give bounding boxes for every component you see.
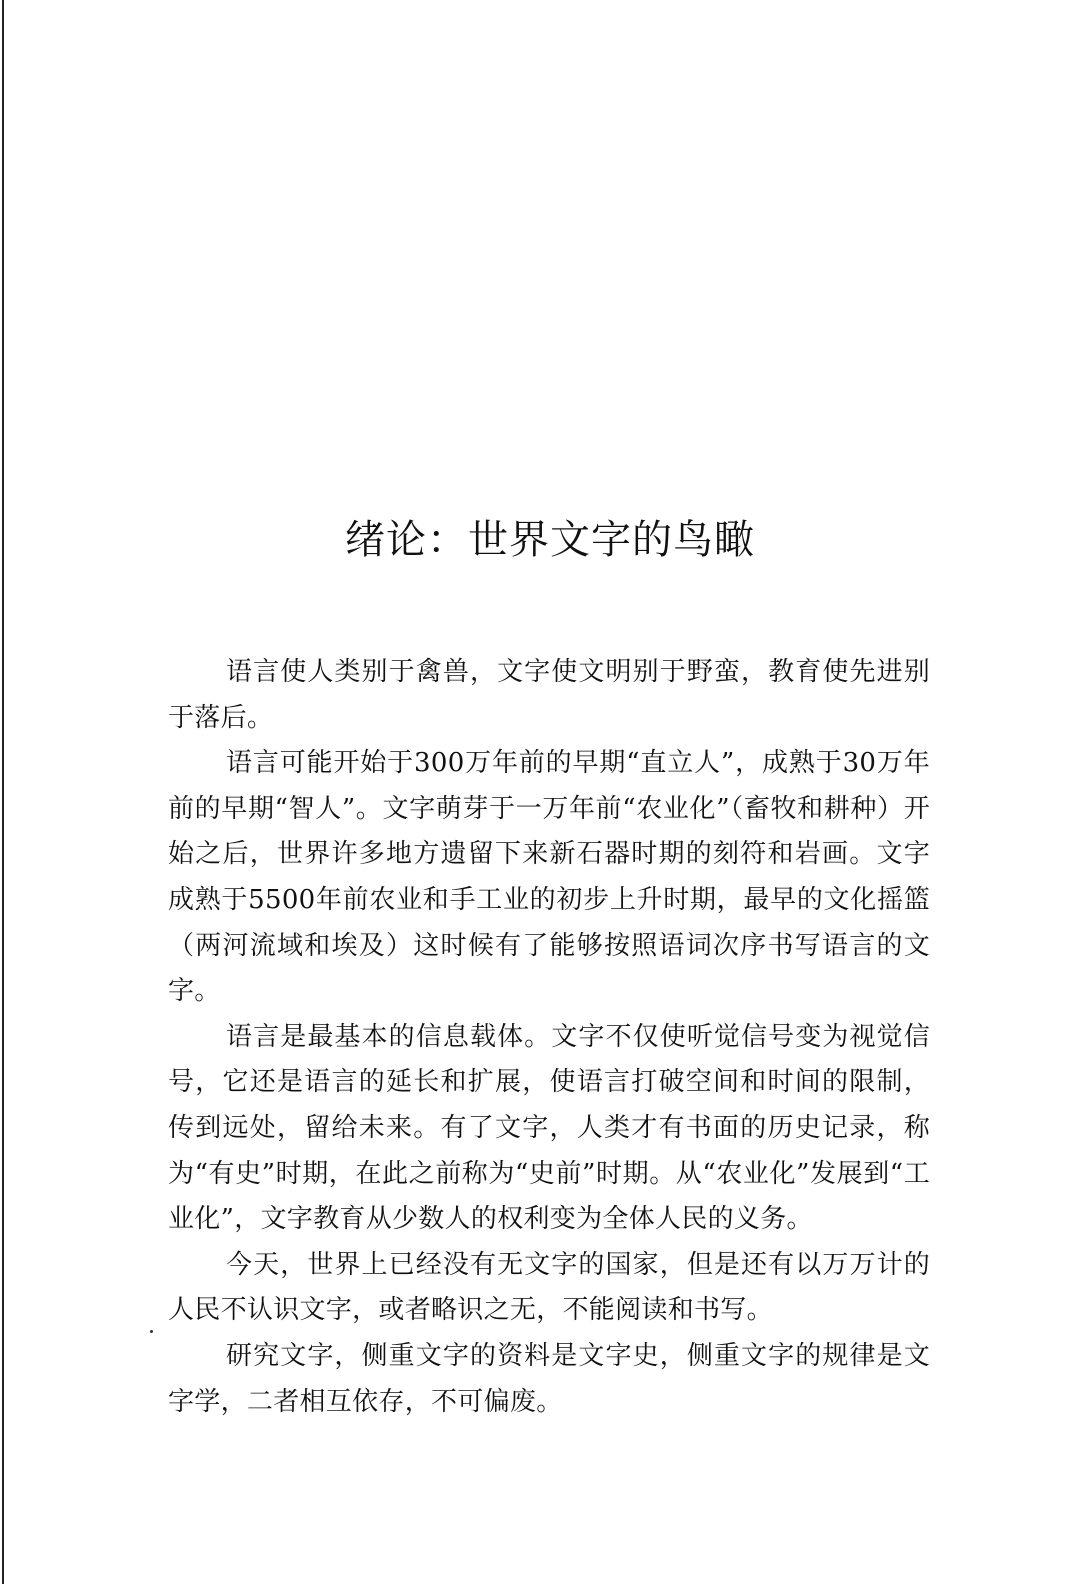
chapter-title: 绪论：世界文字的鸟瞰 — [345, 517, 755, 563]
paragraph-4: 今天，世界上已经没有无文字的国家，但是还有以万万计的人民不认识文字，或者略识之无，不能阅读和书写。 — [168, 1249, 930, 1326]
paragraph-5: 研究文字，侧重文字的资料是文字史，侧重文字的规律是文字学，二者相互依存，不可偏废。 — [168, 1340, 930, 1417]
body-text — [168, 650, 930, 1425]
paragraph-1: 语言使人类别于禽兽，文字使文明别于野蛮，教育使先进别于落后。 — [168, 657, 930, 733]
paragraph-2: 语言可能开始于300万年前的早期“直立人”，成熟于30万年前的早期“智人”。文字萌芽于一万年前“农业化”（畜牧和耕种）开始之后，世界许多地方遗留下来新石器时期的刻符和岩画。文字成熟于5500年前农业和手工业的初步上升时期，最早的文化摇篮（两河流域和埃及）这时候有了能够按照语词次序书写语言的文字。 — [168, 748, 930, 1007]
scan-speck — [150, 1330, 153, 1333]
page-edge-line — [2, 0, 4, 1584]
paragraph-3: 语言是最基本的信息载体。文字不仅使听觉信号变为视觉信号，它还是语言的延长和扩展，使语言打破空间和时间的限制，传到远处，留给未来。有了文字，人类才有书面的历史记录，称为“有史”时期，在此之前称为“史前”时期。从“农业化”发展到“工业化”，文字教育从少数人的权利变为全体人民的义务。 — [168, 1021, 930, 1235]
